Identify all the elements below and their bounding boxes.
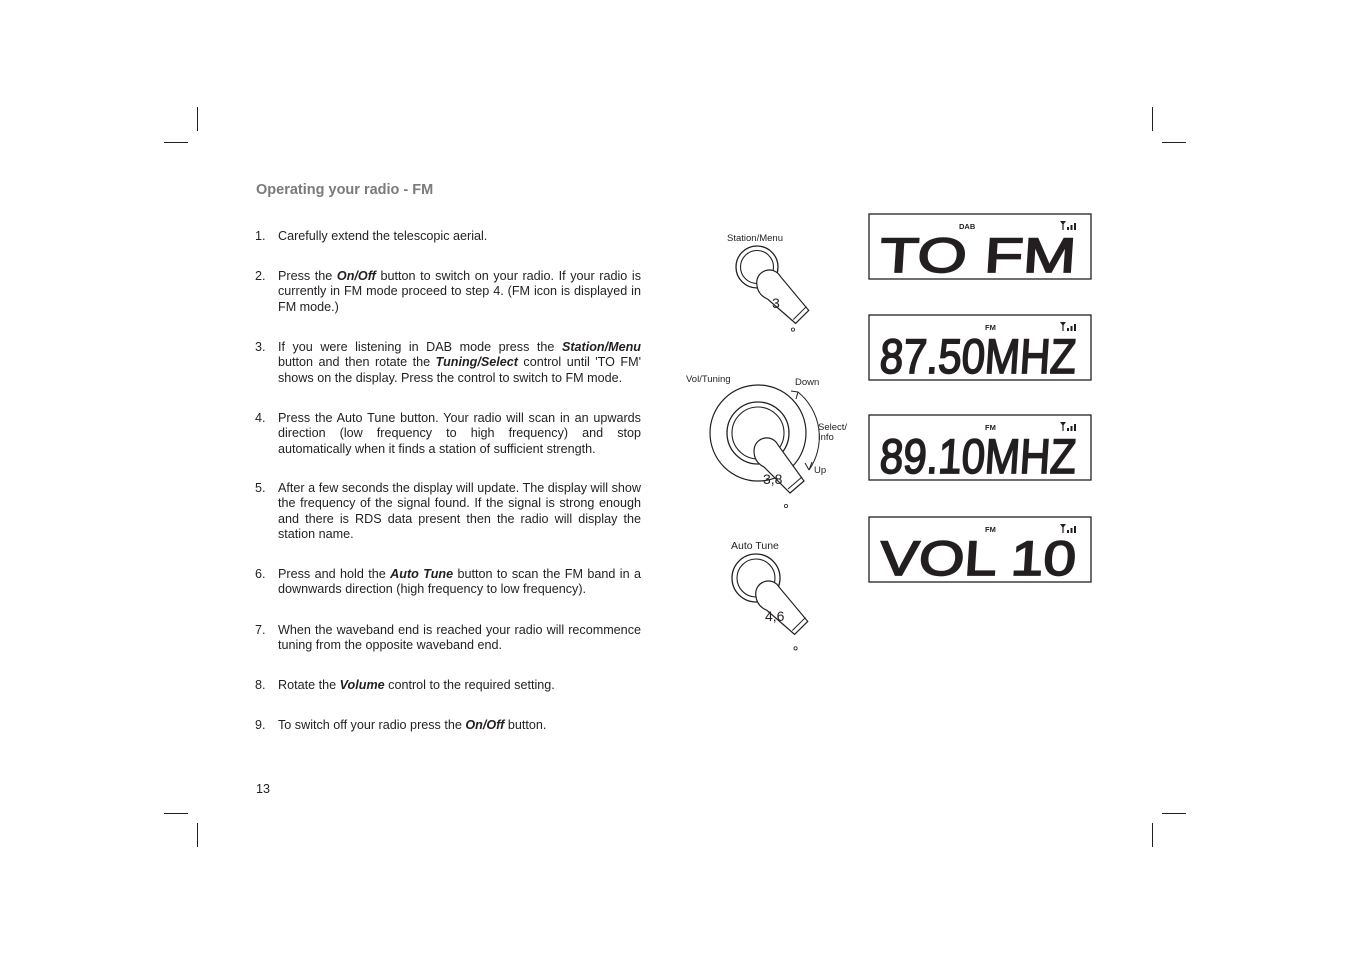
step-callout: 3,8 [763,471,783,487]
lcd-readout: 89.10MHZ [878,429,1092,484]
select-info-label: Select/ [818,422,848,433]
station-menu-control [727,233,810,333]
control-name: Volume [339,678,385,692]
mode-indicator: FM [985,423,996,432]
lcd-display [869,517,1091,585]
station-menu-label: Station/Menu [727,233,783,244]
text-run: button to switch on your radio. If your radio is currently in FM mode proceed to step 4. (FM icon is displayed in FM mode.) [278,269,641,314]
step-callout: 3 [772,295,780,311]
lcd-readout: VOL 10 [878,531,1033,586]
step-number: 7. [255,623,266,637]
control-name: On/Off [336,269,376,283]
step-number: 1. [255,229,266,243]
text-run: After a few seconds the display will update. The display will show the frequency of the signal found. If the signal is strong enough and there is RDS data present then the radio will display the station name. [278,481,641,541]
text-run: button. [504,718,547,732]
text-run: Press the [278,411,337,425]
lcd-display [869,415,1091,483]
down-label: Down [795,377,820,388]
select-info-label-2: Info [818,432,834,443]
vol-tuning-label: Vol/Tuning [686,374,731,385]
lcd-readout: 87.50MHZ [878,329,1092,384]
text-run: button and then rotate the [278,355,436,370]
step-number: 2. [255,269,266,283]
lcd-display [869,315,1091,383]
text-run: If you were listening in DAB mode press the [278,340,562,354]
text-run: When the waveband end is reached your radio will recommence tuning from the opposite waveband end. [278,623,641,653]
text-run: button. Your radio will scan in an upwards direction (low frequency to high frequency) and stop automatically when it finds a station of sufficient strength. [278,411,641,456]
lcd-readout: TO FM [878,228,1021,283]
pointing-finger-icon [756,267,810,333]
control-name: On/Off [465,718,505,732]
control-name: Auto Tune [336,411,396,425]
auto-tune-label: Auto Tune [731,540,779,552]
text-run: Rotate the [278,678,340,692]
text-run: button to scan the FM band in a downwards direction (high frequency to low frequency). [278,567,641,597]
lcd-displays [869,214,1091,585]
control-name: Station/Menu [561,340,641,354]
text-run: Carefully extend the telescopic aerial. [278,229,488,243]
lcd-display [869,214,1091,282]
step-number: 9. [255,718,266,732]
page-number: 13 [256,782,271,796]
text-run: Press the [278,269,337,283]
step-callout: 4,6 [765,608,785,624]
text-run: control to the required setting. [384,678,555,692]
control-name: Auto Tune [390,567,454,581]
vol-tuning-control [686,374,847,508]
mode-indicator: FM [985,525,996,534]
text-run: control until 'TO FM' shows on the display. Press the control to switch to FM mode. [278,355,641,385]
text-run: To switch off your radio press the [278,718,466,732]
step-number: 5. [255,481,266,495]
control-name: Tuning/Select [435,355,518,370]
page-title: Operating your radio - FM [256,182,434,198]
mode-indicator: DAB [959,222,976,231]
step-number: 8. [255,678,266,692]
step-number: 4. [255,411,266,425]
up-label: Up [814,465,827,476]
step-number: 6. [255,567,266,581]
mode-indicator: FM [985,323,996,332]
step-number: 3. [255,340,266,354]
auto-tune-control [731,540,810,652]
text-run: Press and hold the [278,567,391,581]
